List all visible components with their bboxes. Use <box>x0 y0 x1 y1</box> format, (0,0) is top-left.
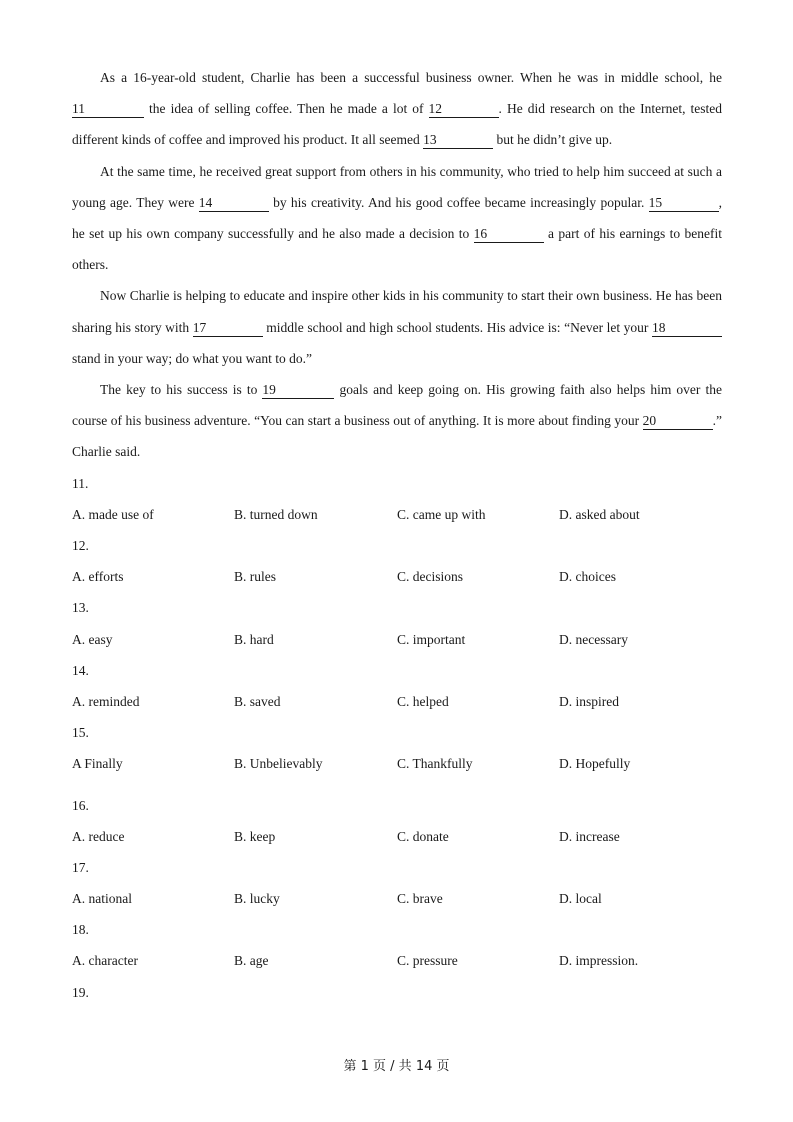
option-d: D. Hopefully <box>559 756 631 772</box>
passage-paragraph-1 <box>72 62 722 156</box>
spacer <box>72 780 722 790</box>
option-b: B. lucky <box>234 891 280 907</box>
text-run: At the same time, he received great support from others in his community, who tried to help him succeed at such a young age. They were <box>72 163 722 210</box>
text-run: a part of his earnings to benefit others. <box>72 226 722 273</box>
option-row <box>72 499 722 530</box>
question-number: 19. <box>72 984 89 1000</box>
option-a: A. made use of <box>72 506 154 522</box>
option-row <box>72 686 722 717</box>
option-row <box>72 561 722 592</box>
option-row <box>72 821 722 852</box>
blank-14: 14 <box>199 195 269 212</box>
option-b: B. hard <box>234 631 274 647</box>
option-row <box>72 624 722 655</box>
option-d: D. increase <box>559 828 620 844</box>
option-d: D. local <box>559 891 602 907</box>
option-c: C. decisions <box>397 569 463 585</box>
option-c: C. pressure <box>397 953 458 969</box>
option-d: D. impression. <box>559 953 639 969</box>
text-run: middle school and high school students. His advice is: “Never let your <box>262 319 652 335</box>
option-d: D. inspired <box>559 693 619 709</box>
question-number: 16. <box>72 797 89 813</box>
text-run: the idea of selling coffee. Then he made a lot of <box>144 101 429 117</box>
question-list <box>72 468 722 1008</box>
option-c: C. donate <box>397 828 449 844</box>
text-run: but he didn’t give up. <box>493 132 613 148</box>
question-number: 12. <box>72 538 89 554</box>
blank-20: 20 <box>643 413 713 430</box>
option-row <box>72 883 722 914</box>
option-d: D. choices <box>559 569 616 585</box>
option-a: A. character <box>72 953 138 969</box>
text-run: , he set up his own company successfully and he also made a decision to <box>72 194 722 242</box>
blank-18: 18 <box>652 320 722 337</box>
blank-13: 13 <box>423 132 493 149</box>
question-number: 18. <box>72 922 89 938</box>
text-run: stand in your way; do what you want to do.” <box>72 350 312 366</box>
question-number: 11. <box>72 475 89 491</box>
blank-19: 19 <box>262 382 334 399</box>
option-row <box>72 748 722 779</box>
question-number: 13. <box>72 600 89 616</box>
passage-paragraph-3 <box>72 280 722 374</box>
blank-16: 16 <box>474 226 544 243</box>
option-c: C. important <box>397 631 466 647</box>
question-number: 17. <box>72 859 89 875</box>
option-a: A Finally <box>72 756 123 772</box>
text-run: goals and keep going on. His growing faith also helps him over the course of his business adventure. “You can start a business out of anything. It is more about finding your <box>72 382 723 429</box>
text-run: The key to his success is to <box>100 382 263 398</box>
option-a: A. easy <box>72 631 113 647</box>
blank-15: 15 <box>649 195 719 212</box>
blank-12: 12 <box>429 101 499 118</box>
text-run: As a 16-year-old student, Charlie has been a successful business owner. When he was in middle school, he <box>100 70 722 85</box>
option-b: B. turned down <box>234 506 318 522</box>
option-c: C. Thankfully <box>397 756 473 772</box>
option-b: B. rules <box>234 569 276 585</box>
page-footer: 第 1 页 / 共 14 页 <box>343 1059 450 1074</box>
option-b: B. keep <box>234 828 276 844</box>
text-run: .” Charlie said. <box>72 413 722 460</box>
option-b: B. age <box>234 953 269 969</box>
question-number: 14. <box>72 662 89 678</box>
text-run: Now Charlie is helping to educate and inspire other kids in his community to start their own business. He has been sharing his story with <box>72 288 722 335</box>
option-c: C. came up with <box>397 506 486 522</box>
option-b: B. Unbelievably <box>234 756 323 772</box>
option-c: C. brave <box>397 891 443 907</box>
option-a: A. efforts <box>72 569 124 585</box>
option-d: D. asked about <box>559 506 640 522</box>
blank-17: 17 <box>193 320 263 337</box>
option-c: C. helped <box>397 693 449 709</box>
blank-11: 11 <box>72 101 144 118</box>
option-a: A. national <box>72 891 132 907</box>
text-run: by his creativity. And his good coffee became increasingly popular. <box>268 194 649 210</box>
document-page <box>72 62 722 1008</box>
passage-paragraph-4 <box>72 374 722 468</box>
option-d: D. necessary <box>559 631 628 647</box>
passage-paragraph-2 <box>72 156 722 281</box>
option-b: B. saved <box>234 693 281 709</box>
text-run: . He did research on the Internet, tested different kinds of coffee and improved his product. It all seemed <box>72 101 723 148</box>
option-a: A. reminded <box>72 693 140 709</box>
option-a: A. reduce <box>72 828 125 844</box>
question-number: 15. <box>72 725 89 741</box>
option-row <box>72 945 722 976</box>
